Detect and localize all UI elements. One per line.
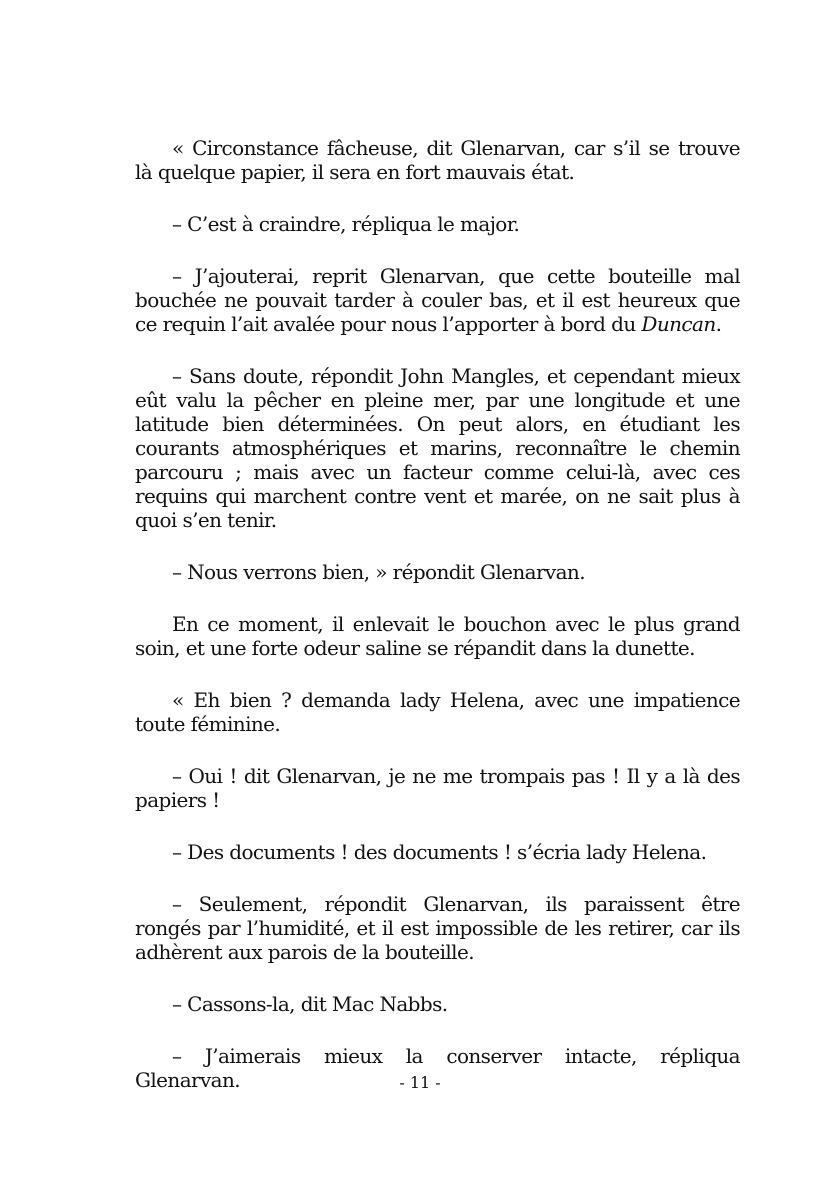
ship-name-duncan: Duncan	[641, 312, 716, 336]
body-text	[135, 136, 740, 1120]
paragraph-7: « Eh bien ? demanda lady Helena, avec une impatience toute féminine.	[135, 688, 740, 736]
paragraph-2: – C’est à craindre, répliqua le major.	[172, 212, 520, 236]
paragraph-8: – Oui ! dit Glenarvan, je ne me trompais pas ! Il y a là des papiers !	[135, 764, 740, 812]
paragraph-3-end: .	[715, 312, 722, 336]
paragraph-12: – J’aimerais mieux la conserver intacte, répliqua Glenarvan.	[135, 1044, 740, 1092]
paragraph-4: – Sans doute, répondit John Mangles, et cependant mieux eût valu la pêcher en pleine mer, par une longitude et une latitude bien déterminées. On peut alors, en étudiant les courants atmosphériques et marins, reconnaître le chemin parcouru ; mais avec un facteur comme celui-là, avec ces requins qui marchent contre vent et marée, on ne sait plus à quoi s’en tenir.	[135, 364, 740, 532]
paragraph-11: – Cassons-la, dit Mac Nabbs.	[172, 992, 448, 1016]
paragraph-5: – Nous verrons bien, » répondit Glenarvan.	[172, 560, 585, 584]
page-number: - 11 -	[399, 1073, 441, 1092]
paragraph-1: « Circonstance fâcheuse, dit Glenarvan, car s’il se trouve là quelque papier, il sera en fort mauvais état.	[135, 136, 740, 184]
paragraph-3-text: – J’ajouterai, reprit Glenarvan, que cette bouteille mal bouchée ne pouvait tarder à couler bas, et il est heureux que ce requin l’ait avalée pour nous l’apporter à bord du	[135, 264, 740, 336]
paragraph-3	[135, 264, 740, 336]
paragraph-9: – Des documents ! des documents ! s’écria lady Helena.	[172, 840, 707, 864]
paragraph-6: En ce moment, il enlevait le bouchon avec le plus grand soin, et une forte odeur saline se répandit dans la dunette.	[135, 612, 740, 660]
paragraph-10: – Seulement, répondit Glenarvan, ils paraissent être rongés par l’humidité, et il est impossible de les retirer, car ils adhèrent aux parois de la bouteille.	[135, 892, 740, 964]
